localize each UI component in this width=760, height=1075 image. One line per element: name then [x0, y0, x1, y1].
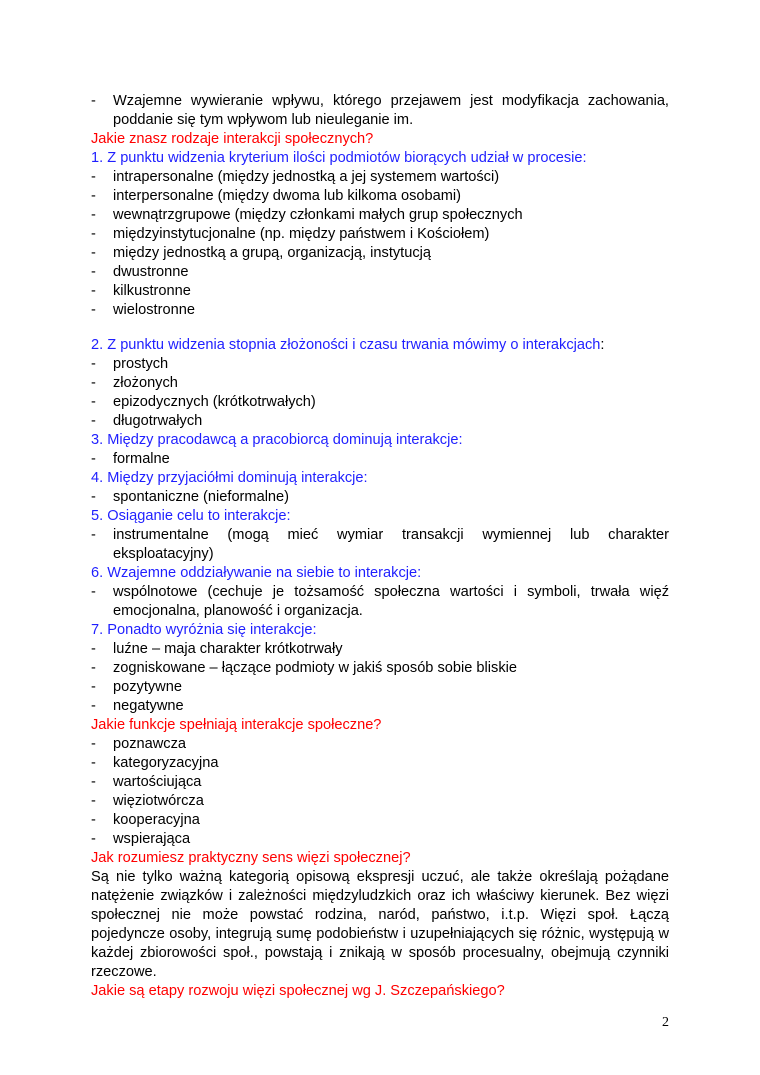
bullet-dash: - [91, 660, 96, 676]
list-item-text: międzyinstytucjonalne (np. między państwem i Kościołem) [113, 226, 490, 242]
section-heading: 3. Między pracodawcą a pracobiorcą dominują interakcje: [91, 432, 463, 448]
list-item-text: poznawcza [113, 736, 187, 752]
question-heading: Jakie funkcje spełniają interakcje społeczne? [91, 717, 382, 733]
bullet-list [91, 735, 669, 849]
list-item [91, 830, 669, 849]
page-number: 2 [662, 1015, 669, 1030]
question-heading: Jak rozumiesz praktyczny sens więzi społecznej? [91, 850, 411, 866]
bullet-dash: - [91, 527, 96, 543]
list-item-text: luźne – maja charakter krótkotrwały [113, 641, 343, 657]
list-item [91, 488, 669, 507]
bullet-list [91, 526, 669, 564]
bullet-list [91, 488, 669, 507]
paragraph: Są nie tylko ważną kategorią opisową ekspresji uczuć, ale także określają pożądane natężenie związków i zależności międzyludzkich oraz ich właściwy kierunek. Bez więzi społecznej nie może powstać rodzina, naród, państwo, i.t.p. Więzi społ. Łączą pojedyncze osoby, integrują sumę podobieństw i uzupełniających się różnic, występują w każdej zbiorowości społ., powstają i znikają w sposób procesualny, obejmują czynniki rzeczowe. [91, 869, 669, 980]
list-item-text: epizodycznych (krótkotrwałych) [113, 394, 316, 410]
list-item-text: wewnątrzgrupowe (między członkami małych grup społecznych [113, 207, 523, 223]
list-item-text: intrapersonalne (między jednostką a jej systemem wartości) [113, 169, 500, 185]
list-item [91, 754, 669, 773]
bullet-dash: - [91, 283, 96, 299]
question-heading: Jakie znasz rodzaje interakcji społecznych? [91, 131, 374, 147]
list-item-text: długotrwałych [113, 413, 203, 429]
list-item-text: spontaniczne (nieformalne) [113, 489, 290, 505]
list-item [91, 450, 669, 469]
section-heading: 5. Osiąganie celu to interakcje: [91, 508, 291, 524]
list-item [91, 659, 669, 678]
list-item-text: dwustronne [113, 264, 189, 280]
bullet-dash: - [91, 302, 96, 318]
list-item-text: interpersonalne (między dwoma lub kilkoma osobami) [113, 188, 461, 204]
bullet-list [91, 168, 669, 320]
section-heading-text: 2. Z punktu widzenia stopnia złożoności i czasu trwania mówimy o interakcjach [91, 337, 601, 353]
bullet-dash: - [91, 169, 96, 185]
section-heading [91, 336, 669, 355]
bullet-dash: - [91, 793, 96, 809]
bullet-dash: - [91, 93, 96, 109]
section-heading: 4. Między przyjaciółmi dominują interakcje: [91, 470, 368, 486]
bullet-dash: - [91, 489, 96, 505]
bullet-dash: - [91, 356, 96, 372]
list-item [91, 282, 669, 301]
list-item [91, 697, 669, 716]
list-item [91, 526, 669, 564]
bullet-list [91, 450, 669, 469]
list-item-text: wspierająca [113, 831, 191, 847]
list-item-text: prostych [113, 356, 169, 372]
spacer [91, 320, 669, 336]
list-item-text: kategoryzacyjna [113, 755, 219, 771]
list-item-text: wartościująca [113, 774, 202, 790]
bullet-dash: - [91, 226, 96, 242]
list-item-text: złożonych [113, 375, 178, 391]
list-item [91, 206, 669, 225]
bullet-dash: - [91, 641, 96, 657]
list-item [91, 187, 669, 206]
list-item [91, 583, 669, 621]
list-item-text: zogniskowane – łączące podmioty w jakiś sposób sobie bliskie [113, 660, 517, 676]
section-heading: 6. Wzajemne oddziaływanie na siebie to interakcje: [91, 565, 422, 581]
list-item [91, 773, 669, 792]
list-item [91, 301, 669, 320]
bullet-dash: - [91, 755, 96, 771]
section-heading: 7. Ponadto wyróżnia się interakcje: [91, 622, 317, 638]
list-item-text: kooperacyjna [113, 812, 200, 828]
list-item [91, 374, 669, 393]
bullet-dash: - [91, 413, 96, 429]
list-item-text: wielostronne [113, 302, 195, 318]
list-item [91, 792, 669, 811]
bullet-list [91, 640, 669, 716]
bullet-dash: - [91, 188, 96, 204]
bullet-dash: - [91, 698, 96, 714]
bullet-dash: - [91, 245, 96, 261]
list-item-text: Wzajemne wywieranie wpływu, którego przejawem jest modyfikacja zachowania, poddanie się tym wpływom lub nieuleganie im. [113, 93, 669, 128]
list-item [91, 225, 669, 244]
list-item [91, 168, 669, 187]
bullet-dash: - [91, 774, 96, 790]
bullet-dash: - [91, 394, 96, 410]
bullet-dash: - [91, 264, 96, 280]
list-item [91, 393, 669, 412]
bullet-dash: - [91, 375, 96, 391]
bullet-dash: - [91, 451, 96, 467]
list-item-text: negatywne [113, 698, 184, 714]
bullet-dash: - [91, 831, 96, 847]
list-item-text: więziotwórcza [113, 793, 204, 809]
list-item-text: między jednostką a grupą, organizacją, instytucją [113, 245, 431, 261]
list-item [91, 92, 669, 130]
bullet-dash: - [91, 812, 96, 828]
list-item-text: instrumentalne (mogą mieć wymiar transakcji wymiennej lub charakter eksploatacyjny) [113, 527, 669, 562]
question-heading: Jakie są etapy rozwoju więzi społecznej wg J. Szczepańskiego? [91, 983, 505, 999]
list-item-text: kilkustronne [113, 283, 191, 299]
bullet-list [91, 583, 669, 621]
page-content [91, 92, 669, 1001]
list-item-text: formalne [113, 451, 170, 467]
bullet-dash: - [91, 584, 96, 600]
bullet-list [91, 355, 669, 431]
list-item [91, 811, 669, 830]
bullet-dash: - [91, 207, 96, 223]
list-item [91, 263, 669, 282]
section-heading: 1. Z punktu widzenia kryterium ilości podmiotów biorących udział w procesie: [91, 150, 587, 166]
list-item [91, 355, 669, 374]
list-item-text: pozytywne [113, 679, 182, 695]
list-item [91, 244, 669, 263]
bullet-dash: - [91, 736, 96, 752]
list-item [91, 735, 669, 754]
list-item [91, 678, 669, 697]
list-item [91, 412, 669, 431]
list-item [91, 640, 669, 659]
section-heading-colon: : [600, 337, 605, 353]
bullet-dash: - [91, 679, 96, 695]
list-item-text: wspólnotowe (cechuje je tożsamość społeczna wartości i symboli, trwała więź emocjonalna, planowość i organizacja. [113, 584, 669, 619]
